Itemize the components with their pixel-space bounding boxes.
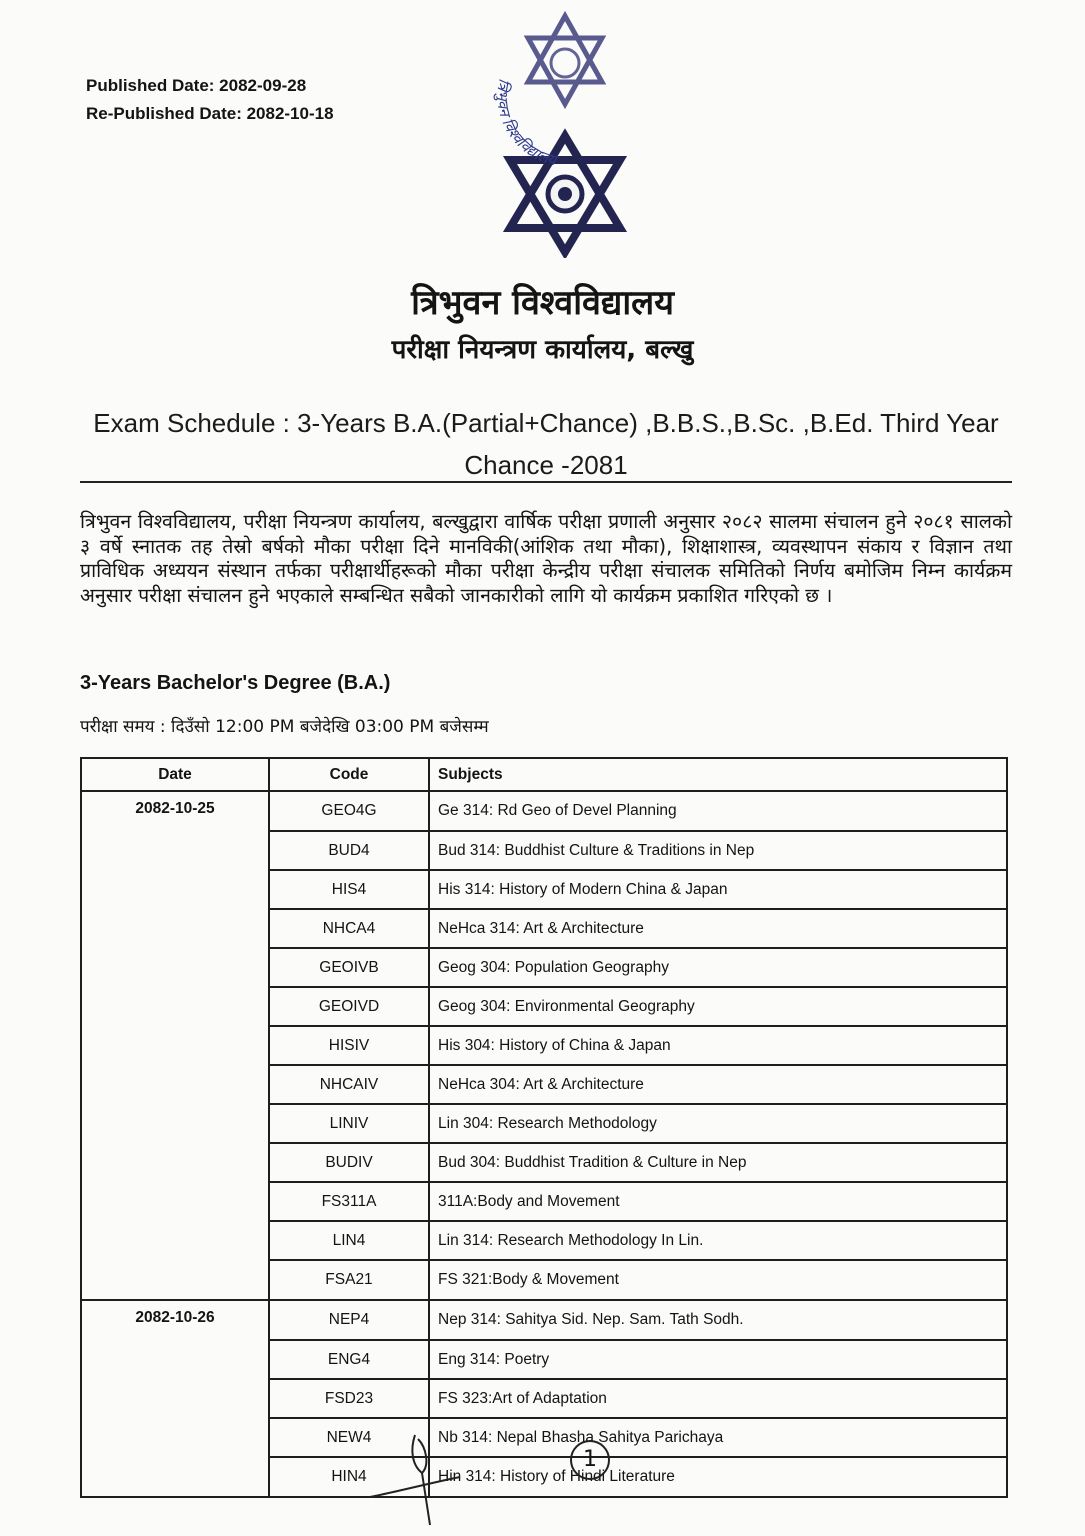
date-cell [81, 1104, 269, 1143]
subject-cell: Nb 314: Nepal Bhasha Sahitya Parichaya [429, 1418, 1007, 1457]
code-cell: GEO4G [269, 791, 429, 831]
date-cell [81, 1143, 269, 1182]
date-cell: 2082-10-25 [81, 791, 269, 831]
exam-schedule-title [80, 402, 1012, 486]
table-row [81, 1260, 1007, 1300]
subject-cell: NeHca 314: Art & Architecture [429, 909, 1007, 948]
table-row [81, 1221, 1007, 1260]
office-name: परीक्षा नियन्त्रण कार्यालय, बल्खु [391, 335, 694, 365]
code-cell: FSD23 [269, 1379, 429, 1418]
subject-cell: NeHca 304: Art & Architecture [429, 1065, 1007, 1104]
subject-cell: FS 321:Body & Movement [429, 1260, 1007, 1300]
exam-time: परीक्षा समय : दिउँसो 12:00 PM बजेदेखि 03:00 PM बजेसम्म [80, 717, 489, 737]
table-row [81, 909, 1007, 948]
date-cell [81, 909, 269, 948]
handwritten-signature [360, 1425, 480, 1530]
code-cell: GEOIVB [269, 948, 429, 987]
code-cell: NEP4 [269, 1300, 429, 1340]
subject-cell: Geog 304: Population Geography [429, 948, 1007, 987]
code-cell: FSA21 [269, 1260, 429, 1300]
subject-cell: His 304: History of China & Japan [429, 1026, 1007, 1065]
table-row [81, 1418, 1007, 1457]
code-cell: HISIV [269, 1026, 429, 1065]
subject-cell: Lin 304: Research Methodology [429, 1104, 1007, 1143]
header-date: Date [81, 758, 269, 791]
subject-cell: His 314: History of Modern China & Japan [429, 870, 1007, 909]
table-row [81, 1182, 1007, 1221]
date-cell [81, 1182, 269, 1221]
subject-cell: Nep 314: Sahitya Sid. Nep. Sam. Tath Sodh. [429, 1300, 1007, 1340]
code-cell: HIS4 [269, 870, 429, 909]
code-cell: NHCAIV [269, 1065, 429, 1104]
date-cell [81, 1260, 269, 1300]
exam-title-line-2: Chance -2081 [464, 450, 628, 480]
table-row [81, 831, 1007, 870]
table-row [81, 1065, 1007, 1104]
seal-text: त्रिभुवन विश्वविद्यालय [493, 77, 559, 170]
code-cell: NEW4 [269, 1418, 429, 1457]
date-cell [81, 1221, 269, 1260]
republished-date: Re-Published Date: 2082-10-18 [86, 104, 334, 123]
date-cell [81, 1065, 269, 1104]
code-cell: BUDIV [269, 1143, 429, 1182]
table-row [81, 870, 1007, 909]
table-row [81, 948, 1007, 987]
date-cell [81, 1379, 269, 1418]
subject-cell: Bud 304: Buddhist Tradition & Culture in Nep [429, 1143, 1007, 1182]
table-row [81, 987, 1007, 1026]
title-divider [80, 481, 1012, 483]
subject-cell: Ge 314: Rd Geo of Devel Planning [429, 791, 1007, 831]
table-row [81, 1104, 1007, 1143]
subject-cell: Geog 304: Environmental Geography [429, 987, 1007, 1026]
date-cell [81, 1457, 269, 1497]
table-row [81, 1457, 1007, 1497]
date-cell [81, 987, 269, 1026]
svg-text:त्रिभुवन विश्वविद्यालय [492, 77, 561, 170]
code-cell: LIN4 [269, 1221, 429, 1260]
table-body [81, 791, 1007, 1497]
code-cell: NHCA4 [269, 909, 429, 948]
subject-cell: Bud 314: Buddhist Culture & Traditions in Nep [429, 831, 1007, 870]
published-date: Published Date: 2082-09-28 [86, 76, 307, 95]
table-row [81, 791, 1007, 831]
date-cell [81, 831, 269, 870]
table-row [81, 1026, 1007, 1065]
publish-info [86, 72, 334, 128]
subject-cell: Lin 314: Research Methodology In Lin. [429, 1221, 1007, 1260]
subject-cell: Eng 314: Poetry [429, 1340, 1007, 1379]
notice-paragraph: त्रिभुवन विश्वविद्यालय, परीक्षा नियन्त्रण कार्यालय, बल्खुद्वारा वार्षिक परीक्षा प्रणाली अनुसार २०८२ सालमा संचालन हुने २०८१ सालको ३ वर्षे स्नातक तह तेस्रो बर्षको मौका परीक्षा दिने मानविकी(आंशिक तथा मौका), शिक्षाशास्त्र, व्यवस्थापन संकाय र विज्ञान तथा प्राविधिक अध्ययन संस्थान तर्फका परीक्षार्थीहरूको मौका परीक्षा केन्द्रीय परीक्षा संचालक समितिको निर्णय बमोजिम निम्न कार्यक्रम अनुसार परीक्षा संचालन हुने भएकाले सम्बन्धित सबैको जानकारीको लागि यो कार्यक्रम प्रकाशित गरिएको छ । [80, 510, 1012, 607]
date-cell [81, 948, 269, 987]
subject-cell: FS 323:Art of Adaptation [429, 1379, 1007, 1418]
subject-cell: Hin 314: History of Hindi Literature [429, 1457, 1007, 1497]
date-cell [81, 1340, 269, 1379]
table-row [81, 1143, 1007, 1182]
table-header-row [81, 758, 1007, 791]
subject-cell: 311A:Body and Movement [429, 1182, 1007, 1221]
code-cell: HIN4 [269, 1457, 429, 1497]
university-emblem-seal [480, 8, 650, 258]
degree-heading: 3-Years Bachelor's Degree (B.A.) [80, 672, 391, 694]
code-cell: ENG4 [269, 1340, 429, 1379]
table-row [81, 1379, 1007, 1418]
code-cell: GEOIVD [269, 987, 429, 1026]
date-cell [81, 870, 269, 909]
header-code: Code [269, 758, 429, 791]
exam-schedule-table [80, 757, 1008, 1498]
code-cell: BUD4 [269, 831, 429, 870]
header-subjects: Subjects [429, 758, 1007, 791]
date-cell [81, 1026, 269, 1065]
code-cell: FS311A [269, 1182, 429, 1221]
page-number: 1 [570, 1440, 610, 1480]
university-name: त्रिभुवन विश्वविद्यालय [411, 283, 674, 323]
table-row [81, 1340, 1007, 1379]
date-cell [81, 1418, 269, 1457]
date-cell: 2082-10-26 [81, 1300, 269, 1340]
exam-title-line-1: Exam Schedule : 3-Years B.A.(Partial+Chance) ,B.B.S.,B.Sc. ,B.Ed. Third Year [93, 408, 999, 438]
code-cell: LINIV [269, 1104, 429, 1143]
table-row [81, 1300, 1007, 1340]
